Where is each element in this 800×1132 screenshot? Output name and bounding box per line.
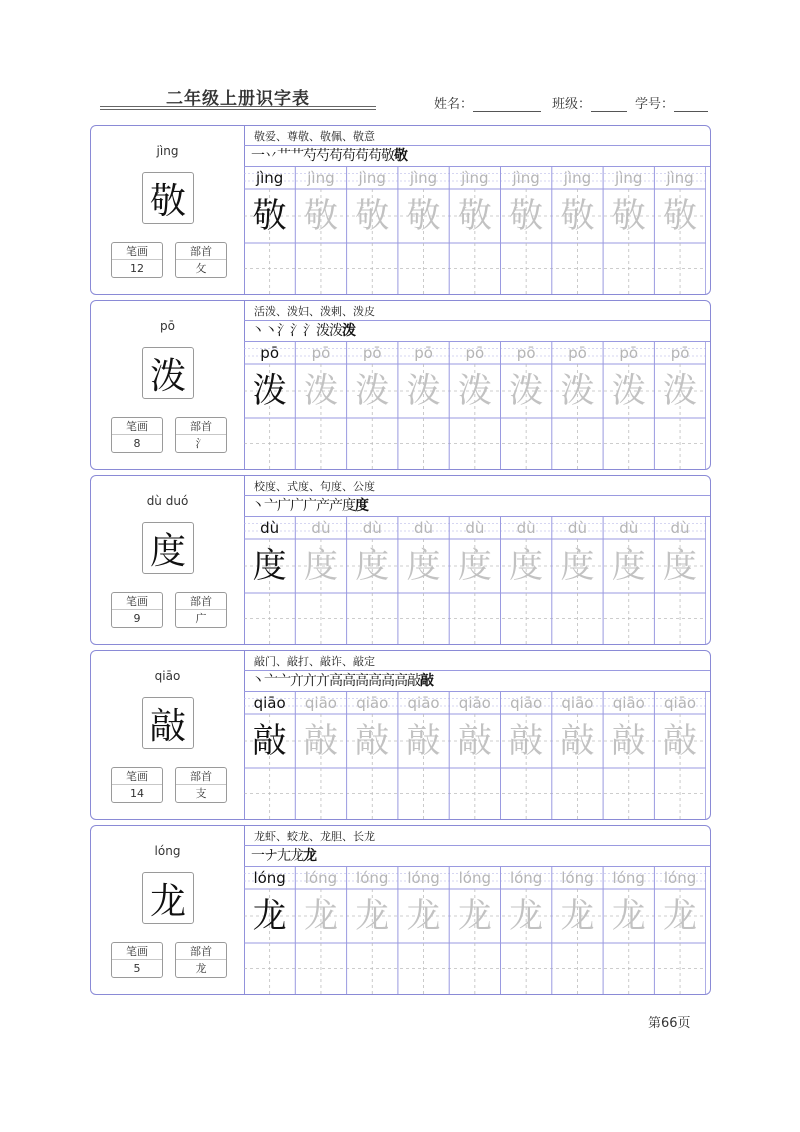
radical-box [175, 942, 227, 978]
stroke-step: 高 [355, 673, 369, 689]
practice-character-trace: 龙 [303, 896, 338, 936]
practice-character-trace: 泼 [560, 371, 595, 411]
words-rule [244, 495, 710, 496]
stroke-step: 度 [355, 498, 369, 514]
character-display: 龙 [142, 872, 194, 924]
example-words: 活泼、泼妇、泼剌、泼皮 [254, 305, 375, 318]
practice-pinyin-trace: lóng [407, 869, 440, 887]
practice-pinyin-trace: lóng [561, 869, 594, 887]
stroke-step: 亠 [264, 673, 278, 689]
stroke-count-box [111, 417, 163, 453]
stroke-count-value: 12 [130, 262, 144, 275]
stroke-step: 亣 [316, 673, 330, 689]
stroke-step: 芍 [316, 148, 330, 164]
practice-pinyin-trace: pō [362, 344, 382, 362]
practice-character-trace: 泼 [406, 371, 441, 411]
words-rule [244, 145, 710, 146]
radical-label: 部首 [176, 243, 226, 260]
stroke-step: 产 [329, 498, 343, 514]
character-display: 敬 [142, 172, 194, 224]
stroke-step: 尢 [277, 848, 291, 864]
stroke-order [251, 147, 407, 166]
practice-character-trace: 度 [355, 546, 390, 586]
radical-value: 龙 [195, 962, 207, 975]
stroke-step: ナ [264, 848, 278, 864]
example-words: 校度、式度、句度、公度 [254, 480, 375, 493]
stroke-step: 高 [368, 673, 382, 689]
student-no-field[interactable] [635, 93, 708, 112]
practice-pinyin-trace: pō [670, 344, 690, 362]
practice-character-trace: 敲 [509, 721, 544, 761]
stroke-step: 艹 [290, 148, 304, 164]
practice-character-trace: 龙 [560, 896, 595, 936]
title-underline-2 [100, 109, 376, 110]
stroke-count-label: 笔画 [112, 943, 162, 960]
practice-pinyin-trace: dù [567, 519, 587, 537]
stroke-step: 苟 [355, 148, 369, 164]
radical-box [175, 242, 227, 278]
stroke-step: 泼 [316, 323, 330, 339]
stroke-step: 艹 [277, 148, 291, 164]
stroke-step: 广 [290, 498, 304, 514]
practice-pinyin-model: dù [260, 519, 280, 537]
practice-pinyin-trace: jìng [512, 169, 540, 187]
radical-box [175, 767, 227, 803]
practice-character-trace: 敬 [355, 196, 390, 236]
practice-pinyin-trace: jìng [358, 169, 386, 187]
stroke-step: 苟 [329, 148, 343, 164]
practice-character-trace: 度 [560, 546, 595, 586]
class-field[interactable] [552, 93, 627, 112]
practice-character-trace: 泼 [509, 371, 544, 411]
stroke-step: 敬 [381, 148, 395, 164]
character-pinyin: jìng [156, 144, 179, 158]
stroke-step: 敲 [407, 673, 421, 689]
character-card [90, 650, 711, 820]
practice-pinyin-trace: jìng [461, 169, 489, 187]
practice-pinyin-trace: dù [619, 519, 639, 537]
practice-character-trace: 敲 [560, 721, 595, 761]
practice-pinyin-trace: pō [465, 344, 485, 362]
practice-pinyin-trace: dù [414, 519, 434, 537]
stroke-step: 丶 [251, 323, 265, 339]
stroke-step: 氵 [303, 323, 317, 339]
practice-character-trace: 龙 [406, 896, 441, 936]
practice-character-trace: 敬 [406, 196, 441, 236]
stroke-step: 高 [329, 673, 343, 689]
class-label: 班级： [552, 97, 592, 112]
stroke-step: 敬 [394, 148, 408, 164]
practice-pinyin-trace: jìng [563, 169, 592, 187]
practice-pinyin-trace: qiāo [407, 694, 440, 712]
practice-character-trace: 敬 [611, 196, 646, 236]
practice-character-trace: 敲 [611, 721, 646, 761]
character-display: 度 [142, 522, 194, 574]
practice-pinyin-trace: pō [568, 344, 587, 362]
practice-character-trace: 度 [663, 546, 698, 586]
name-blank[interactable] [473, 98, 541, 112]
practice-pinyin-trace: jìng [307, 169, 335, 187]
stroke-step: 龙 [303, 848, 317, 864]
page-number: 第66页 [648, 1016, 691, 1031]
stroke-step: 高 [381, 673, 395, 689]
practice-pinyin-model: qiāo [253, 694, 286, 712]
practice-pinyin-trace: lóng [458, 869, 492, 887]
stroke-count-label: 笔画 [112, 593, 162, 610]
practice-character-trace: 敬 [303, 196, 338, 236]
practice-character-model: 度 [252, 546, 287, 586]
practice-pinyin-trace: qiāo [304, 694, 337, 712]
practice-pinyin-trace: pō [311, 344, 331, 362]
stroke-step: 泼 [329, 323, 343, 339]
student-no-blank[interactable] [674, 98, 708, 112]
practice-pinyin-trace: dù [516, 519, 536, 537]
stroke-count-box [111, 242, 163, 278]
stroke-count-label: 笔画 [112, 768, 162, 785]
practice-character-model: 敲 [252, 721, 287, 761]
stroke-order [251, 672, 433, 691]
class-blank[interactable] [591, 98, 627, 112]
practice-pinyin-trace: lóng [663, 869, 697, 887]
stroke-count-value: 9 [133, 612, 141, 625]
character-card [90, 125, 711, 295]
practice-character-trace: 敲 [355, 721, 390, 761]
radical-value: 广 [195, 612, 207, 625]
stroke-step: 丶 [251, 498, 265, 514]
stroke-step: 苟 [342, 148, 356, 164]
stroke-step: 敲 [420, 673, 434, 689]
practice-pinyin-trace: dù [362, 519, 382, 537]
page-title: 二年级上册识字表 [166, 89, 310, 109]
practice-pinyin-trace: qiāo [356, 694, 389, 712]
stroke-step: 泼 [342, 323, 356, 339]
radical-box [175, 417, 227, 453]
character-card [90, 475, 711, 645]
practice-character-trace: 度 [303, 546, 338, 586]
stroke-count-box [111, 592, 163, 628]
practice-character-trace: 敬 [560, 196, 595, 236]
practice-pinyin-trace: dù [670, 519, 690, 537]
stroke-count-label: 笔画 [112, 418, 162, 435]
stroke-step: 亠 [264, 498, 278, 514]
example-words: 龙虾、蛟龙、龙胆、长龙 [254, 830, 375, 843]
stroke-step: 丶 [251, 673, 265, 689]
stroke-count-value: 14 [130, 787, 144, 800]
practice-character-trace: 龙 [509, 896, 544, 936]
practice-pinyin-trace: pō [414, 344, 433, 362]
stroke-count-label: 笔画 [112, 243, 162, 260]
practice-pinyin-trace: dù [311, 519, 331, 537]
stroke-step: 亣 [303, 673, 317, 689]
stroke-step: 龙 [290, 848, 304, 864]
radical-value: 支 [195, 787, 207, 800]
stroke-order [251, 847, 316, 866]
radical-box [175, 592, 227, 628]
stroke-step: 氵 [277, 323, 291, 339]
practice-pinyin-trace: qiāo [612, 694, 645, 712]
name-field[interactable] [434, 93, 541, 112]
stroke-step: 一 [251, 148, 265, 164]
practice-pinyin-trace: qiāo [664, 694, 697, 712]
stroke-count-value: 8 [133, 437, 141, 450]
name-label: 姓名： [434, 97, 474, 112]
words-rule [244, 670, 710, 671]
practice-pinyin-trace: pō [516, 344, 536, 362]
student-no-label: 学号： [635, 97, 675, 112]
stroke-step: 高 [342, 673, 356, 689]
practice-character-trace: 敲 [457, 721, 492, 761]
stroke-step: 芍 [303, 148, 317, 164]
practice-character-trace: 度 [611, 546, 646, 586]
practice-character-trace: 度 [406, 546, 441, 586]
stroke-order [251, 322, 355, 341]
practice-pinyin-model: lóng [253, 869, 286, 887]
stroke-count-box [111, 767, 163, 803]
stroke-step: 苟 [368, 148, 382, 164]
character-card [90, 300, 711, 470]
practice-pinyin-trace: lóng [304, 869, 338, 887]
practice-character-trace: 泼 [663, 371, 698, 411]
practice-character-trace: 龙 [663, 896, 698, 936]
words-rule [244, 845, 710, 846]
practice-character-model: 泼 [252, 371, 287, 411]
words-rule [244, 320, 710, 321]
practice-character-trace: 度 [457, 546, 492, 586]
example-words: 敲门、敲打、敲诈、敲定 [254, 655, 375, 668]
practice-character-trace: 敲 [303, 721, 338, 761]
practice-character-trace: 敲 [406, 721, 441, 761]
practice-pinyin-trace: lóng [356, 869, 389, 887]
title-underline-1 [100, 106, 376, 107]
practice-pinyin-trace: jìng [615, 169, 643, 187]
practice-character-model: 龙 [252, 896, 287, 936]
practice-character-trace: 泼 [303, 371, 338, 411]
character-display: 敲 [142, 697, 194, 749]
stroke-step: 亣 [290, 673, 304, 689]
practice-character-trace: 敬 [457, 196, 492, 236]
practice-character-trace: 敬 [509, 196, 544, 236]
practice-character-trace: 龙 [457, 896, 492, 936]
practice-pinyin-trace: lóng [509, 869, 543, 887]
practice-pinyin-trace: jìng [409, 169, 438, 187]
stroke-step: 高 [394, 673, 408, 689]
radical-value: 氵 [195, 437, 207, 450]
character-pinyin: lóng [154, 844, 181, 858]
practice-character-trace: 龙 [611, 896, 646, 936]
practice-pinyin-trace: qiāo [561, 694, 594, 712]
stroke-count-value: 5 [133, 962, 141, 975]
stroke-step: 亠 [277, 673, 291, 689]
practice-character-trace: 泼 [457, 371, 492, 411]
stroke-step: 氵 [290, 323, 304, 339]
stroke-step: 一 [251, 848, 265, 864]
example-words: 敬爱、尊敬、敬佩、敬意 [254, 130, 375, 143]
practice-pinyin-trace: lóng [612, 869, 645, 887]
practice-pinyin-model: pō [260, 344, 279, 362]
character-display: 泼 [142, 347, 194, 399]
character-pinyin: dù duó [146, 494, 189, 508]
practice-pinyin-trace: dù [465, 519, 485, 537]
character-pinyin: qiāo [154, 669, 181, 683]
practice-character-trace: 泼 [611, 371, 646, 411]
stroke-step: 广 [277, 498, 291, 514]
stroke-step: 丷 [264, 148, 278, 164]
practice-character-trace: 泼 [355, 371, 390, 411]
practice-character-trace: 敲 [663, 721, 698, 761]
character-card [90, 825, 711, 995]
practice-character-trace: 度 [509, 546, 544, 586]
stroke-order [251, 497, 368, 516]
stroke-step: 产 [316, 498, 330, 514]
radical-value: 攵 [195, 262, 207, 275]
stroke-count-box [111, 942, 163, 978]
radical-label: 部首 [176, 768, 226, 785]
practice-pinyin-trace: jìng [666, 169, 694, 187]
stroke-step: 丶 [264, 323, 278, 339]
stroke-step: 广 [303, 498, 317, 514]
stroke-step: 度 [342, 498, 356, 514]
practice-pinyin-trace: pō [619, 344, 639, 362]
radical-label: 部首 [176, 593, 226, 610]
practice-pinyin-trace: qiāo [510, 694, 543, 712]
practice-character-model: 敬 [252, 196, 287, 236]
practice-character-trace: 龙 [355, 896, 390, 936]
character-pinyin: pō [160, 319, 175, 333]
practice-pinyin-model: jìng [255, 169, 284, 187]
practice-character-trace: 敬 [663, 196, 698, 236]
radical-label: 部首 [176, 418, 226, 435]
practice-pinyin-trace: qiāo [458, 694, 491, 712]
radical-label: 部首 [176, 943, 226, 960]
